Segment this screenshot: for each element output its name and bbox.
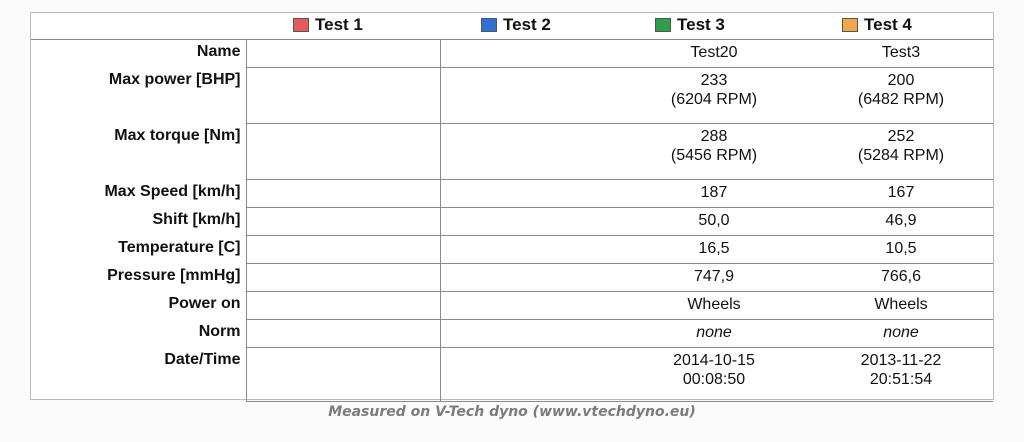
legend-test-4 <box>809 13 993 40</box>
row-max-power <box>31 68 993 124</box>
max-torque-value: 288 <box>700 128 728 145</box>
row-name <box>31 40 993 68</box>
row-label: Max torque [Nm] <box>114 126 241 144</box>
max-power-rpm: (6482 RPM) <box>857 91 945 108</box>
cell-test-3: 747,9 <box>619 264 809 292</box>
test-4-swatch <box>842 18 858 32</box>
row-label: Pressure [mmHg] <box>107 266 241 284</box>
cell-test-2 <box>440 68 619 124</box>
cell-test-3: 50,0 <box>619 208 809 236</box>
row-max-torque <box>31 124 993 180</box>
row-norm <box>31 320 993 348</box>
test-2-swatch <box>481 18 497 32</box>
cell-test-1 <box>246 348 440 402</box>
cell-test-4: 167 <box>809 180 993 208</box>
row-pressure <box>31 264 993 292</box>
legend-corner <box>31 13 246 40</box>
cell-test-4: none <box>809 320 993 348</box>
cell-test-3 <box>619 124 809 180</box>
cell-test-2 <box>440 40 619 68</box>
cell-test-3 <box>619 68 809 124</box>
cell-test-4 <box>809 68 993 124</box>
cell-test-4: 766,6 <box>809 264 993 292</box>
cell-test-1 <box>246 124 440 180</box>
cell-test-2 <box>440 208 619 236</box>
row-label: Shift [km/h] <box>152 210 241 228</box>
row-label: Power on <box>168 294 241 312</box>
cell-test-2 <box>440 124 619 180</box>
cell-test-3: none <box>619 320 809 348</box>
cell-test-3: Wheels <box>619 292 809 320</box>
legend-test-4-label: Test 4 <box>864 15 912 34</box>
row-label: Norm <box>198 322 241 340</box>
legend-test-3 <box>619 13 809 40</box>
time-value: 20:51:54 <box>869 371 933 388</box>
cell-test-1 <box>246 236 440 264</box>
max-power-value: 233 <box>700 72 728 89</box>
results-sheet <box>30 12 994 400</box>
max-torque-value: 252 <box>887 128 915 145</box>
row-date-time <box>31 348 993 402</box>
cell-test-1 <box>246 40 440 68</box>
row-label: Temperature [C] <box>118 238 241 256</box>
cell-test-2 <box>440 320 619 348</box>
legend-test-1-label: Test 1 <box>315 15 363 34</box>
footer-credit: Measured on V-Tech dyno (www.vtechdyno.eu) <box>328 404 696 420</box>
cell-test-4: Wheels <box>809 292 993 320</box>
row-label: Name <box>196 43 241 60</box>
row-label: Max power [BHP] <box>108 70 241 88</box>
cell-test-1 <box>246 320 440 348</box>
legend-row <box>31 13 993 40</box>
cell-test-3: 16,5 <box>619 236 809 264</box>
row-max-speed <box>31 180 993 208</box>
row-label: Date/Time <box>164 350 241 368</box>
legend-test-1 <box>246 13 440 40</box>
legend-test-2 <box>440 13 619 40</box>
cell-test-2 <box>440 264 619 292</box>
cell-test-2 <box>440 348 619 402</box>
max-torque-rpm: (5456 RPM) <box>670 147 758 164</box>
test-3-swatch <box>655 18 671 32</box>
date-value: 2013-11-22 <box>860 352 942 369</box>
cell-test-1 <box>246 264 440 292</box>
cell-test-4: Test3 <box>809 40 993 68</box>
cell-test-4 <box>809 124 993 180</box>
cell-test-1 <box>246 292 440 320</box>
cell-test-3 <box>619 348 809 402</box>
cell-test-2 <box>440 236 619 264</box>
legend-test-2-label: Test 2 <box>503 15 551 34</box>
cell-test-1 <box>246 180 440 208</box>
cell-test-4: 46,9 <box>809 208 993 236</box>
time-value: 00:08:50 <box>682 371 746 388</box>
row-label: Max Speed [km/h] <box>104 182 241 200</box>
date-value: 2014-10-15 <box>673 352 755 369</box>
row-temperature <box>31 236 993 264</box>
row-shift <box>31 208 993 236</box>
cell-test-2 <box>440 180 619 208</box>
cell-test-3: Test20 <box>619 40 809 68</box>
cell-test-1 <box>246 68 440 124</box>
dyno-results-table <box>31 13 993 402</box>
legend-test-3-label: Test 3 <box>677 15 725 34</box>
max-torque-rpm: (5284 RPM) <box>857 147 945 164</box>
max-power-value: 200 <box>887 72 915 89</box>
cell-test-3: 187 <box>619 180 809 208</box>
max-power-rpm: (6204 RPM) <box>670 91 758 108</box>
row-power-on <box>31 292 993 320</box>
cell-test-4 <box>809 348 993 402</box>
test-1-swatch <box>293 18 309 32</box>
cell-test-1 <box>246 208 440 236</box>
cell-test-4: 10,5 <box>809 236 993 264</box>
cell-test-2 <box>440 292 619 320</box>
